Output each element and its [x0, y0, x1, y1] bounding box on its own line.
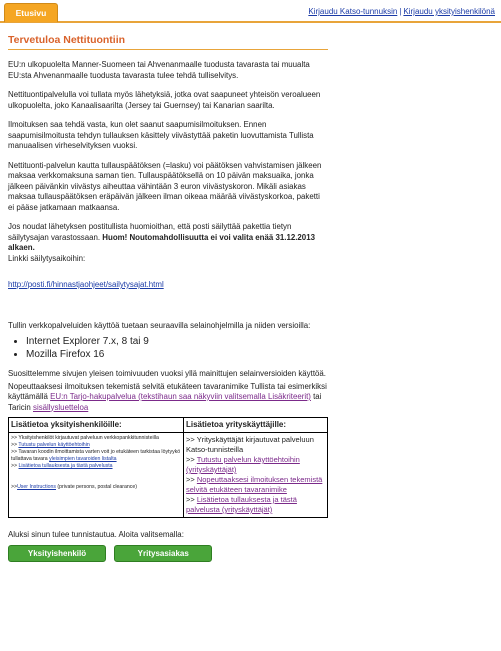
list-item: >> Nopeuttaaksesi ilmoituksen tekemistä selvitä etukäteen tavaranimike [186, 475, 323, 494]
main-content [8, 34, 328, 562]
private-person-button[interactable]: Yksityishenkilö [8, 545, 106, 562]
common-goods-link[interactable]: yleisimpien tavaroiden listalta [49, 456, 117, 462]
link-separator: | [399, 7, 402, 16]
storage-link-row [8, 280, 328, 291]
private-info-header: Lisätietoa yksityishenkilöille: [9, 418, 184, 433]
intro-paragraph: EU:n ulkopuolelta Manner-Suomeen tai Ahvenanmaalle tuodusta tavarasta tai muualta EU:sta Ahvenanmaalle tuodusta tavarasta tulee tehdä tulliselvitys. [8, 60, 310, 80]
browser-list [26, 335, 328, 361]
private-more-info-link[interactable]: Lisätietoa tullauksesta ja tästä palvelusta [18, 463, 113, 469]
storage-notice: Huom! Noutomahdollisuutta ei voi valita enää 31.12.2013 alkaen. [8, 232, 315, 252]
list-item: >> Tavaran koodin ilmoittamista varten voit jo etukäteen tarkistaa löytyykö tullattava tavara yleisimpien tavaroiden listalta [11, 449, 181, 462]
storage-link-label: Linkki säilytysaikoihin: [8, 253, 86, 263]
login-prompt: Aluksi sinun tulee tunnistautua. Aloita valitsemalla: [8, 530, 184, 539]
private-terms-link[interactable]: Tutustu palvelun käyttöehtoihin [18, 442, 90, 448]
list-item: >> Lisätietoa tullauksesta ja tästä palvelusta (yrityskäyttäjät) [186, 495, 297, 514]
user-instructions-link[interactable]: User Instructions [17, 484, 56, 490]
business-info-cell [184, 433, 328, 518]
private-info-cell [9, 433, 184, 518]
browser-item: • Mozilla Firefox 16 [26, 348, 328, 361]
storage-times-link[interactable]: http://posti.fi/hinnastjaohjeet/sailytysajat.html [8, 280, 164, 289]
katso-login-link[interactable]: Kirjaudu Katso-tunnuksin [308, 7, 398, 16]
login-links [308, 7, 495, 16]
list-item: >> Yrityskäyttäjät kirjautuvat palveluun Katso-tunnisteilla [186, 435, 314, 454]
list-item: >> Lisätietoa tullauksesta ja tästä palvelusta [11, 463, 113, 469]
list-item: >> Yksityishenkilöt kirjautuvat palveluun verkkopankkitunnisteilla [11, 435, 159, 441]
list-item: >>User Instructions (private persons, postal clearance) [11, 484, 138, 490]
tab-etusivu[interactable]: Etusivu [4, 3, 58, 22]
business-customer-button[interactable]: Yritysasiakas [114, 545, 212, 562]
business-goods-link[interactable]: Nopeuttaaksesi ilmoituksen tekemistä selvitä etukäteen tavaranimike [186, 475, 323, 494]
page-title: Tervetuloa Nettituontiin [8, 34, 328, 50]
private-login-link[interactable]: Kirjaudu yksityishenkilönä [403, 7, 495, 16]
top-navigation-bar [0, 0, 501, 23]
list-item: >> Tutustu palvelun käyttöehtoihin [11, 442, 90, 448]
storage-paragraph [8, 222, 328, 264]
storage-text: Jos noudat lähetyksen postitullista huomioithan, että posti säilyttää pakettia tietyn säilytysajan varastossaan. [8, 222, 292, 242]
list-item: >> Tutustu palvelun käyttöehtoihin (yrityskäyttäjät) [186, 455, 300, 474]
taric-contents-link[interactable]: sisällysluetteloa [33, 402, 89, 412]
info-table [8, 417, 328, 518]
business-more-info-link[interactable]: Lisätietoa tullauksesta ja tästä palvelusta (yrityskäyttäjät) [186, 495, 297, 514]
browser-item: • Internet Explorer 7.x, 8 tai 9 [26, 335, 328, 348]
tariff-text-mid: tai Taricin [8, 392, 322, 412]
arrival-notice-paragraph: Ilmoituksen saa tehdä vasta, kun olet saanut saapumisilmoituksen. Ennen saapumisilmoitusta tehdyn tullauksen käsittely viivästyttää paketin luovuttamista Tullista manuaalisen virheselvityksen vuoksi. [8, 120, 314, 150]
tarjo-link[interactable]: EU:n Tarjo-hakupalvelua (tekstihaun saa näkyviin valitsemalla Lisäkriteerit) [50, 392, 311, 401]
business-terms-link[interactable]: Tutustu palvelun käyttöehtoihin (yrityskäyttäjät) [186, 455, 300, 474]
recommendation-paragraph: Suosittelemme sivujen yleisen toimivuuden vuoksi yllä mainittujen selainversioiden käyttöä. [8, 369, 326, 378]
browser-support-paragraph: Tullin verkkopalveluiden käyttöä tuetaan seuraavilla selainohjelmilla ja niiden versioilla: [8, 320, 311, 330]
tariff-text: Nopeuttaaksesi ilmoituksen tekemistä selvitä etukäteen tavaranimike Tullista tai esimerkiksi käyttämällä [8, 381, 327, 401]
login-buttons [8, 545, 328, 562]
payment-paragraph: Nettituonti-palvelun kautta tullauspäätöksen (=lasku) voi päätöksen vahvistamisen jälkeen maksaa verkkomaksuna saman tien. Tullauspäätöksellä on 10 päivän maksuaika, jonka jälkeen päivänkin viivästys aiheuttaa vähintään 3 euron viivästyskoron. Mikäli asiakas maksaa tullauspäätöksen eräpäivän jälkeen ilman oikeaa määrää viivästyskorkoa, paketti ei pääse jatkamaan matkaansa. [8, 160, 322, 212]
tariff-paragraph [8, 382, 328, 414]
channel-islands-paragraph: Nettituontipalvelulla voi tullata myös lähetyksiä, jotka ovat saapuneet yhteisön veroalueen ulkopuolelta, joko Kanaalisaarilta (Jersey tai Guernsey) tai Kanarian saarilta. [8, 90, 321, 110]
business-info-header: Lisätietoa yrityskäyttäjille: [184, 418, 328, 433]
